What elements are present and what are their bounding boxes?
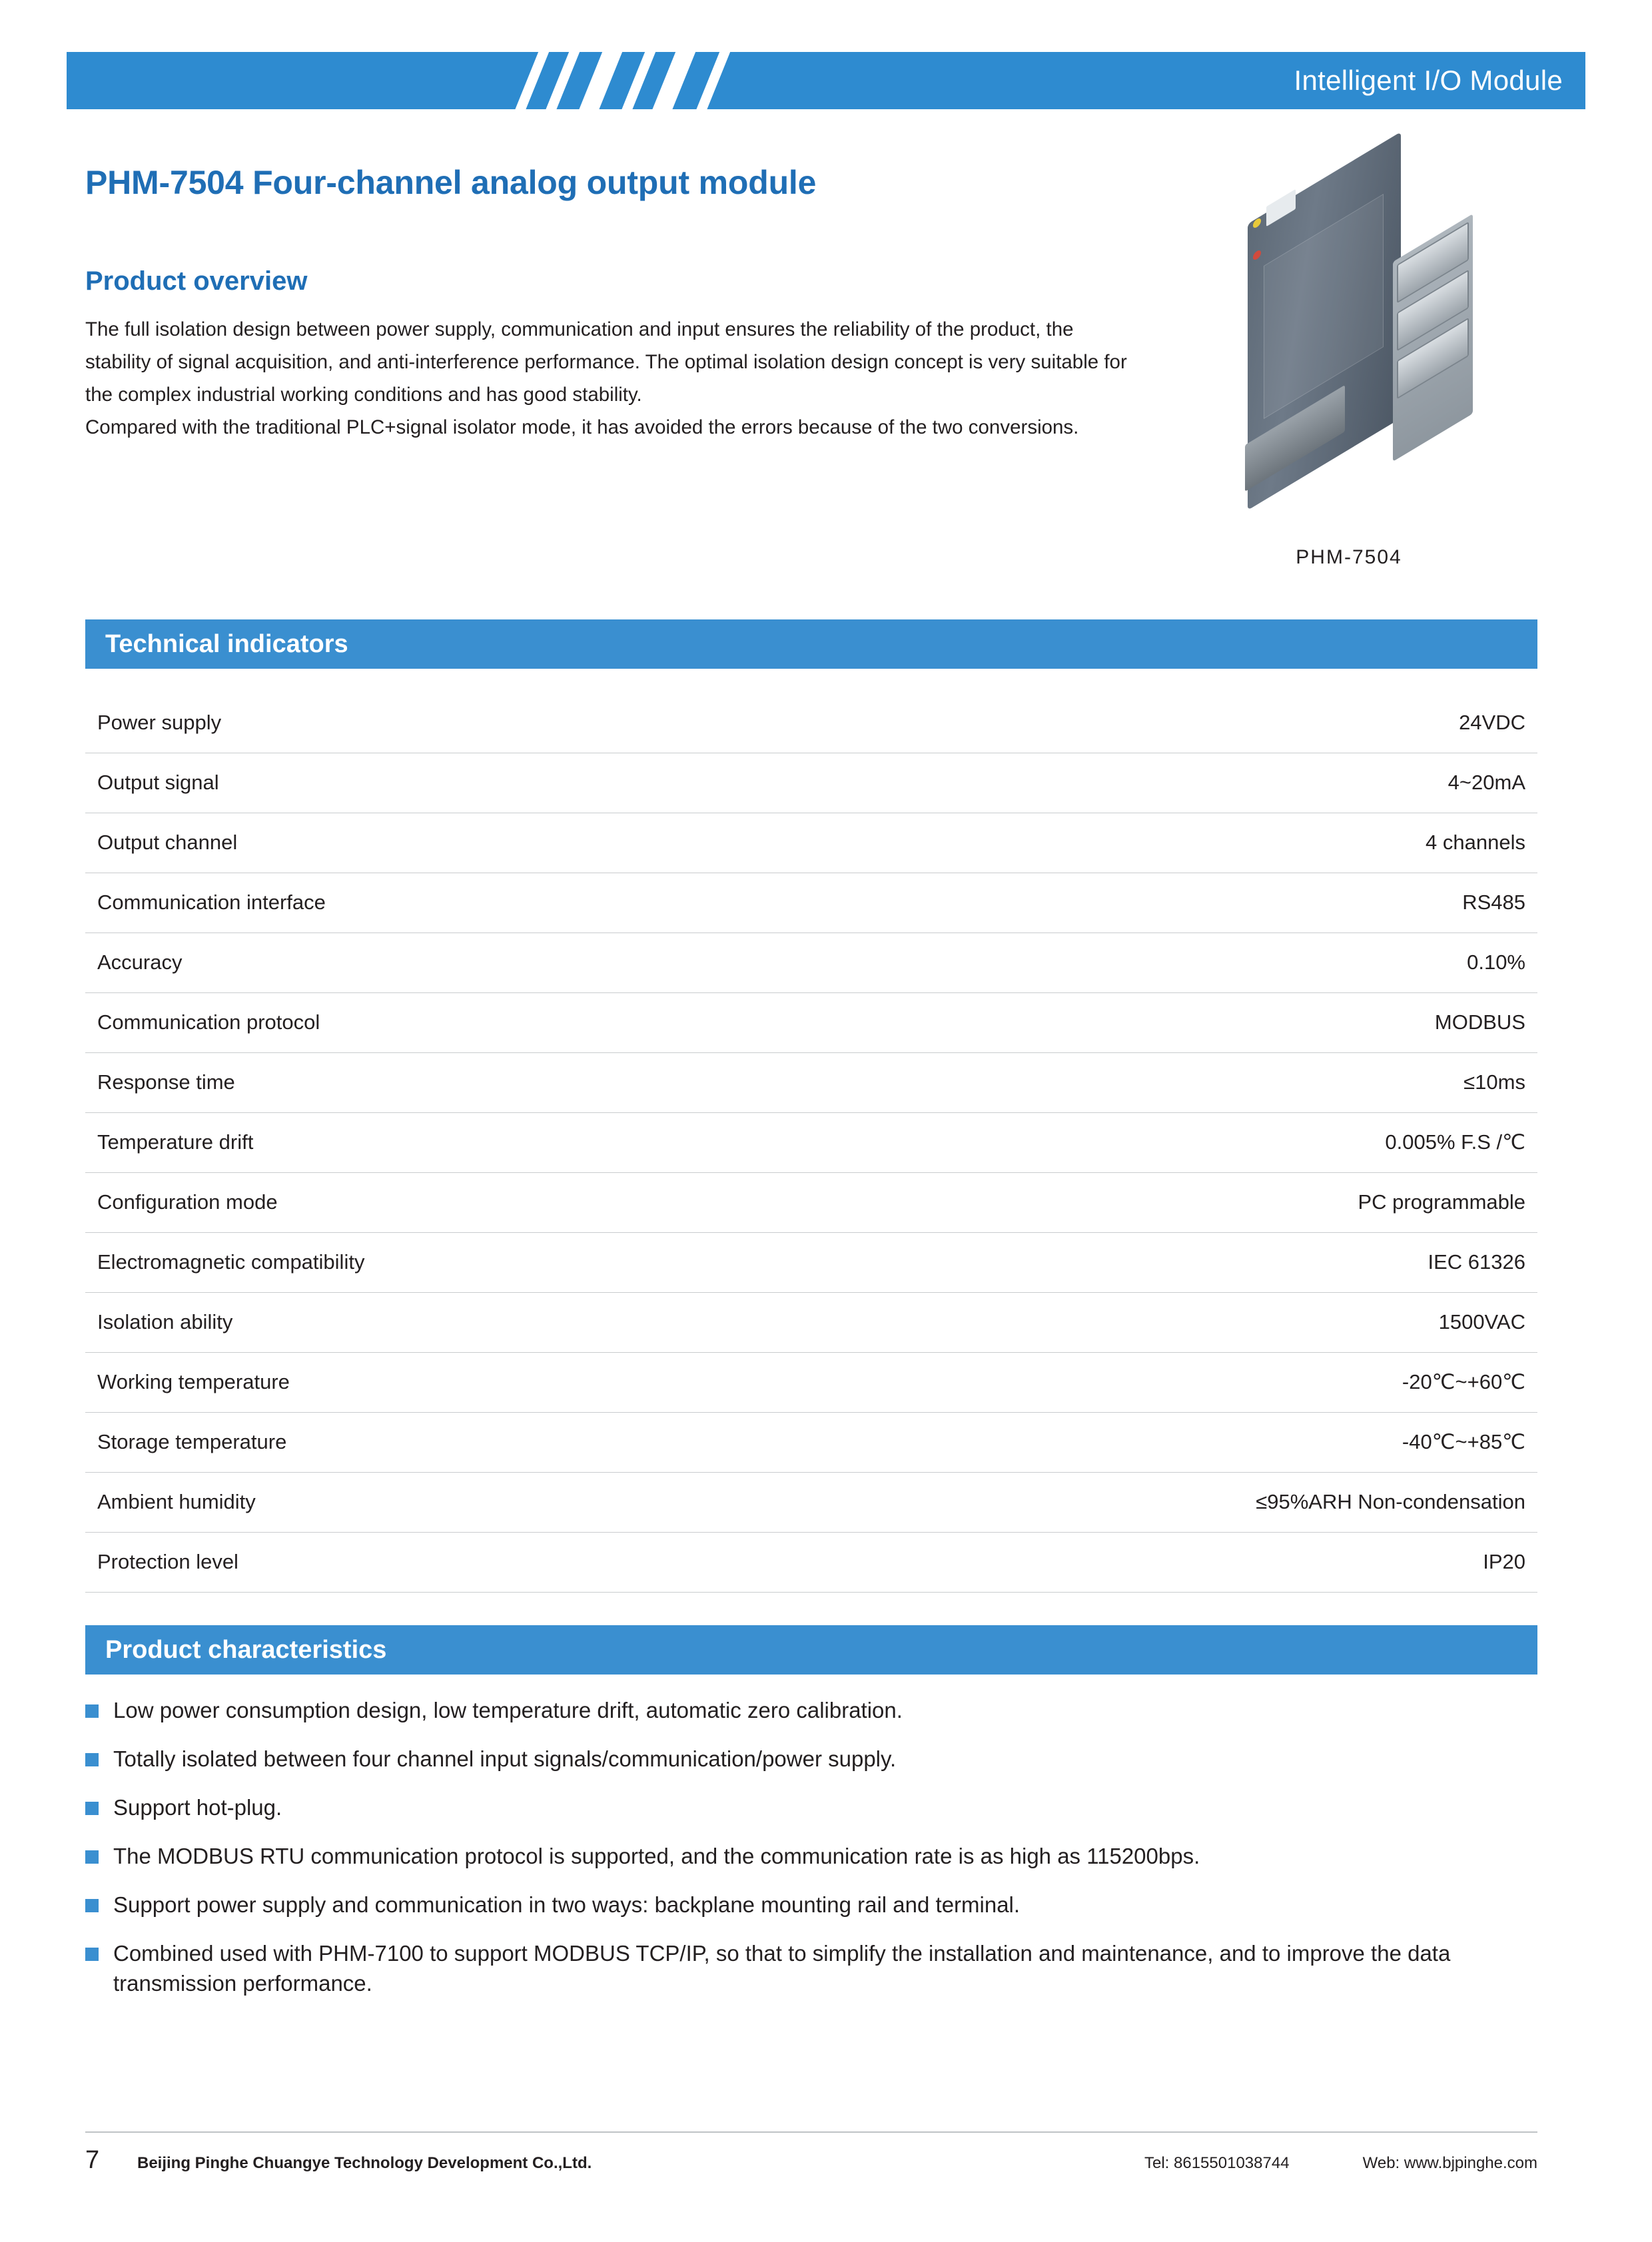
- spec-value: 4~20mA: [809, 753, 1537, 813]
- table-row: [85, 1472, 1537, 1532]
- spec-value: -20℃~+60℃: [809, 1352, 1537, 1412]
- spec-value: IEC 61326: [809, 1232, 1537, 1292]
- spec-key: Accuracy: [85, 933, 809, 992]
- list-item-label: The MODBUS RTU communication protocol is supported, and the communication rate is as high as 115200bps.: [113, 1844, 1200, 1868]
- spec-value: 4 channels: [809, 813, 1537, 873]
- list-item-label: Combined used with PHM-7100 to support MODBUS TCP/IP, so that to simplify the installation and maintenance, and to improve the data transmission performance.: [113, 1941, 1451, 1996]
- list-item: [85, 1792, 1537, 1822]
- table-row: [85, 1172, 1537, 1232]
- spec-key: Electromagnetic compatibility: [85, 1232, 809, 1292]
- list-item-label: Support power supply and communication in two ways: backplane mounting rail and terminal.: [113, 1892, 1021, 1917]
- list-item-label: Support hot-plug.: [113, 1795, 282, 1820]
- square-bullet-icon: [85, 1899, 99, 1912]
- list-item: [85, 1890, 1537, 1920]
- table-row: [85, 1412, 1537, 1472]
- table-row: [85, 813, 1537, 873]
- page-footer: [85, 2146, 1537, 2186]
- footer-telephone: Tel: 8615501038744: [1144, 2154, 1290, 2172]
- list-item: [85, 1841, 1537, 1871]
- square-bullet-icon: [85, 1802, 99, 1815]
- spec-key: Output channel: [85, 813, 809, 873]
- table-row: [85, 1352, 1537, 1412]
- product-overview-heading: Product overview: [85, 266, 308, 296]
- header-decorative-slashes: [526, 52, 993, 109]
- table-row: [85, 693, 1537, 753]
- product-figure: [1192, 150, 1505, 603]
- footer-company-name: Beijing Pinghe Chuangye Technology Development Co.,Ltd.: [137, 2154, 592, 2172]
- spec-value: RS485: [809, 873, 1537, 933]
- product-overview-body: [85, 313, 1138, 444]
- table-row: [85, 1292, 1537, 1352]
- list-item: [85, 1744, 1537, 1774]
- table-row: [85, 933, 1537, 992]
- spec-key: Power supply: [85, 693, 809, 753]
- table-row: [85, 1052, 1537, 1112]
- square-bullet-icon: [85, 1753, 99, 1766]
- overview-paragraph-1: The full isolation design between power supply, communication and input ensures the reliability of the product, the stability of signal acquisition, and anti-interference performance. The optimal isolation design concept is very suitable for the complex industrial working conditions and has good stability.: [85, 318, 1127, 406]
- page-number: 7: [85, 2146, 100, 2174]
- table-row: [85, 992, 1537, 1052]
- spec-value: MODBUS: [809, 992, 1537, 1052]
- spec-value: 1500VAC: [809, 1292, 1537, 1352]
- spec-value: IP20: [809, 1532, 1537, 1592]
- table-row: [85, 1232, 1537, 1292]
- product-photo: [1209, 150, 1489, 536]
- spec-value: -40℃~+85℃: [809, 1412, 1537, 1472]
- technical-indicators-table: [85, 693, 1537, 1593]
- spec-value: 24VDC: [809, 693, 1537, 753]
- spec-value: ≤95%ARH Non-condensation: [809, 1472, 1537, 1532]
- spec-key: Protection level: [85, 1532, 809, 1592]
- spec-key: Temperature drift: [85, 1112, 809, 1172]
- spec-key: Ambient humidity: [85, 1472, 809, 1532]
- page-title: PHM-7504 Four-channel analog output module: [85, 164, 817, 201]
- list-item: [85, 1695, 1537, 1725]
- table-row: [85, 753, 1537, 813]
- page-header-banner: [67, 52, 1585, 109]
- spec-key: Configuration mode: [85, 1172, 809, 1232]
- spec-value: PC programmable: [809, 1172, 1537, 1232]
- table-row: [85, 1532, 1537, 1592]
- list-item: [85, 1938, 1537, 1998]
- spec-key: Isolation ability: [85, 1292, 809, 1352]
- product-characteristics-list: [85, 1695, 1537, 2017]
- spec-key: Working temperature: [85, 1352, 809, 1412]
- product-photo-caption: PHM-7504: [1296, 546, 1402, 568]
- spec-value: ≤10ms: [809, 1052, 1537, 1112]
- table-row: [85, 1112, 1537, 1172]
- spec-key: Communication interface: [85, 873, 809, 933]
- list-item-label: Low power consumption design, low temperature drift, automatic zero calibration.: [113, 1698, 903, 1722]
- square-bullet-icon: [85, 1850, 99, 1864]
- spec-key: Output signal: [85, 753, 809, 813]
- overview-paragraph-2: Compared with the traditional PLC+signal isolator mode, it has avoided the errors because of the two conversions.: [85, 416, 1079, 438]
- list-item-label: Totally isolated between four channel input signals/communication/power supply.: [113, 1746, 897, 1771]
- table-row: [85, 873, 1537, 933]
- header-title: Intelligent I/O Module: [1294, 65, 1563, 96]
- square-bullet-icon: [85, 1948, 99, 1961]
- product-characteristics-heading: Product characteristics: [85, 1625, 1537, 1675]
- technical-indicators-heading: Technical indicators: [85, 619, 1537, 669]
- spec-key: Response time: [85, 1052, 809, 1112]
- footer-website: Web: www.bjpinghe.com: [1362, 2154, 1537, 2172]
- spec-value: 0.10%: [809, 933, 1537, 992]
- spec-value: 0.005% F.S /℃: [809, 1112, 1537, 1172]
- spec-key: Storage temperature: [85, 1412, 809, 1472]
- square-bullet-icon: [85, 1704, 99, 1718]
- footer-divider: [85, 2131, 1537, 2133]
- spec-key: Communication protocol: [85, 992, 809, 1052]
